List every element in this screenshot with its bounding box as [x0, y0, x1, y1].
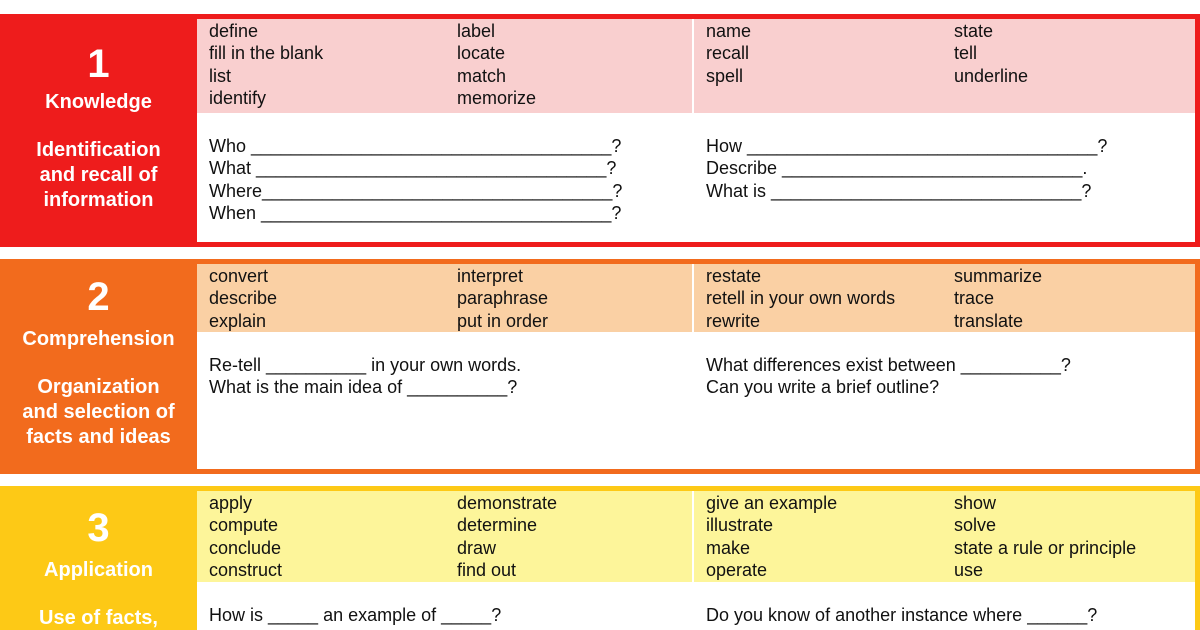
- question-stem: What differences exist between __________?: [706, 355, 1071, 375]
- questions-right: [706, 135, 1186, 202]
- verb: find out: [457, 560, 517, 581]
- verb: state a rule or principle: [954, 537, 1137, 558]
- question-stem: Describe ______________________________.: [706, 158, 1088, 179]
- verb: memorize: [457, 88, 537, 109]
- question-stem: Can you write a brief outline?: [706, 377, 940, 398]
- question-area: [197, 332, 1195, 469]
- verb: compute: [209, 515, 279, 536]
- verb-column: [197, 491, 445, 582]
- verb: draw: [457, 537, 497, 558]
- verb-column: [445, 19, 694, 113]
- verb: make: [706, 537, 751, 558]
- column-divider: [692, 19, 694, 242]
- verb: illustrate: [706, 515, 774, 536]
- questions-left: [209, 135, 689, 225]
- verb: tell: [954, 43, 978, 64]
- question-stem: What ___________________________________?: [209, 158, 617, 179]
- level-description: Organization and selection of facts and ideas: [22, 376, 175, 448]
- verb: restate: [706, 266, 762, 286]
- questions-left: [209, 604, 689, 626]
- level-number: 3: [87, 506, 110, 550]
- question-stem: When ___________________________________?: [209, 203, 622, 224]
- verb: put in order: [457, 310, 549, 331]
- verb: determine: [457, 515, 538, 536]
- verb: locate: [457, 43, 506, 64]
- question-stem: How is _____ an example of _____?: [209, 605, 502, 625]
- verb-column: [445, 491, 694, 582]
- verb: convert: [209, 266, 269, 286]
- question-stem: Who ____________________________________?: [209, 136, 622, 156]
- verb: summarize: [954, 266, 1043, 286]
- verb: fill in the blank: [209, 43, 324, 64]
- verb-grid: [197, 491, 1195, 582]
- verb: underline: [954, 65, 1029, 86]
- question-stem: What is _______________________________?: [706, 180, 1092, 201]
- verb-grid: [197, 264, 1195, 332]
- column-divider: [692, 264, 694, 469]
- level-3-sidebar: [0, 486, 197, 630]
- verb: list: [209, 65, 231, 86]
- verb-column: [694, 19, 942, 113]
- verb: rewrite: [706, 310, 761, 331]
- column-divider: [692, 491, 694, 630]
- level-3-application: [0, 486, 1200, 630]
- level-2-comprehension: [0, 259, 1200, 474]
- question-stem: Do you know of another instance where ______?: [706, 605, 1098, 625]
- verb: retell in your own words: [706, 288, 896, 309]
- verb: demonstrate: [457, 493, 558, 513]
- level-name: Comprehension: [22, 328, 175, 350]
- verb-column: [694, 491, 942, 582]
- level-description: Use of facts,: [39, 607, 158, 629]
- verb-column: [197, 264, 445, 332]
- verb: define: [209, 21, 259, 41]
- level-name: Application: [44, 559, 153, 581]
- question-area: [197, 113, 1195, 242]
- verb: state: [954, 21, 994, 41]
- verb: identify: [209, 88, 267, 109]
- verb: name: [706, 21, 752, 41]
- verb: trace: [954, 288, 995, 309]
- level-number: 1: [87, 42, 110, 86]
- verb: label: [457, 21, 496, 41]
- verb-column: [197, 19, 445, 113]
- verb: use: [954, 560, 984, 581]
- level-2-sidebar: [0, 259, 197, 474]
- verb-column: [942, 491, 1190, 582]
- verb: explain: [209, 310, 267, 331]
- question-stem: Re-tell __________ in your own words.: [209, 355, 522, 375]
- level-name: Knowledge: [45, 91, 152, 113]
- verb: describe: [209, 288, 278, 309]
- verb: conclude: [209, 537, 282, 558]
- verb: solve: [954, 515, 997, 536]
- question-stem: What is the main idea of __________?: [209, 377, 518, 398]
- questions-right: [706, 354, 1186, 399]
- level-1-knowledge: [0, 14, 1200, 247]
- question-stem: How ___________________________________?: [706, 136, 1108, 156]
- questions-left: [209, 354, 689, 399]
- verb: show: [954, 493, 997, 513]
- verb-column: [942, 19, 1190, 113]
- verb: give an example: [706, 493, 838, 513]
- verb: spell: [706, 65, 744, 86]
- verb-column: [942, 264, 1190, 332]
- verb: apply: [209, 493, 253, 513]
- level-2-content: [197, 259, 1200, 474]
- level-1-content: [197, 14, 1200, 247]
- question-area: [197, 582, 1195, 630]
- verb: match: [457, 65, 507, 86]
- verb: construct: [209, 560, 283, 581]
- questions-right: [706, 604, 1186, 626]
- verb: recall: [706, 43, 750, 64]
- level-1-sidebar: [0, 14, 197, 247]
- level-3-content: [197, 486, 1200, 630]
- verb: operate: [706, 560, 768, 581]
- verb-grid: [197, 19, 1195, 113]
- level-number: 2: [87, 275, 110, 319]
- level-description: Identification and recall of information: [36, 139, 161, 211]
- verb-column: [694, 264, 942, 332]
- verb-column: [445, 264, 694, 332]
- verb: translate: [954, 310, 1024, 331]
- question-stem: Where___________________________________?: [209, 180, 623, 201]
- verb: interpret: [457, 266, 524, 286]
- verb: paraphrase: [457, 288, 549, 309]
